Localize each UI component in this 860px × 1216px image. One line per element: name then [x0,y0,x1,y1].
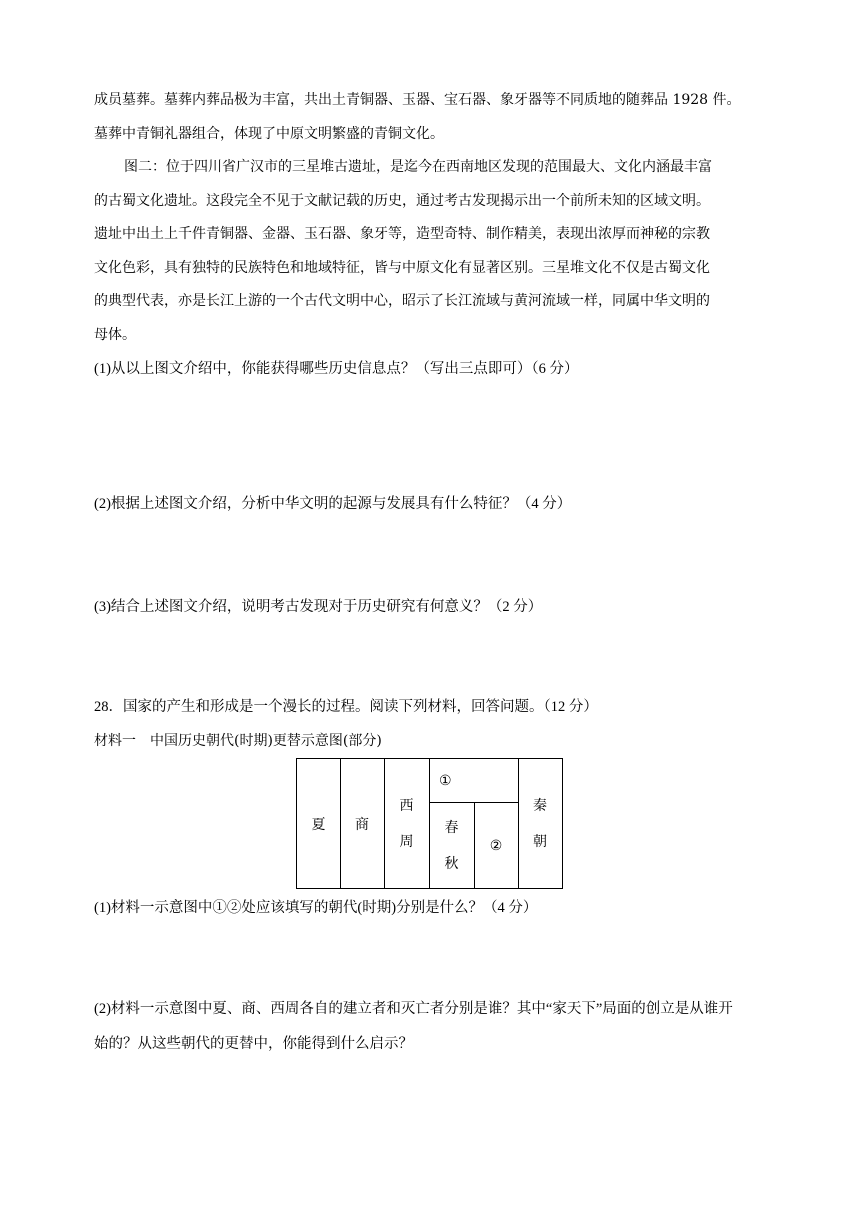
shang-label: 商 [355,816,369,833]
paragraph2-line2: 的古蜀文化遗址。这段完全不见于文献记载的历史，通过考古发现揭示出一个前所未知的区域文明。 [94,193,710,209]
question28-title: 28．国家的产生和形成是一个漫长的过程。阅读下列材料，回答问题。（12 分） [94,699,598,715]
blank1-label: ① [439,772,452,789]
question28-2-line2: 始的？从这些朝代的更替中，你能得到什么启示？ [94,1036,413,1052]
paragraph2-line3: 遗址中出土上千件青铜器、金器、玉石器、象牙等，造型奇特、制作精美，表现出浓厚而神秘的宗教 [94,226,710,242]
question27-3: (3)结合上述图文介绍，说明考古发现对于历史研究有何意义？（2 分） [94,599,543,615]
chunqiu-label-1: 春 [444,819,459,836]
qin-label-1: 秦 [533,797,547,814]
cell-qin [518,759,562,888]
cell-xia [297,759,340,888]
paragraph1-line2: 墓葬中青铜礼器组合，体现了中原文明繁盛的青铜文化。 [94,126,444,142]
xia-label: 夏 [311,816,326,833]
material1-label: 材料一 中国历史朝代(时期)更替示意图(部分) [94,733,382,749]
cell-shang [340,759,384,888]
blank2-label: ② [489,837,503,854]
question27-2: (2)根据上述图文介绍，分析中华文明的起源与发展具有什么特征？（4 分） [94,496,572,512]
cell-blank1 [429,759,518,802]
paragraph1-line1: 成员墓葬。墓葬内葬品极为丰富，共出土青铜器、玉器、宝石器、象牙器等不同质地的随葬品 1928 件。 [94,92,741,108]
paragraph2-line1: 图二：位于四川省广汉市的三星堆古遗址，是迄今在西南地区发现的范围最大、文化内涵最丰富 [124,159,712,175]
question28-2-line1: (2)材料一示意图中夏、商、西周各自的建立者和灭亡者分别是谁？其中“家天下”局面的创立是从谁开 [94,1001,733,1017]
cell-chunqiu [429,803,474,888]
question27-1: (1)从以上图文介绍中，你能获得哪些历史信息点？（写出三点即可）（6 分） [94,361,579,377]
cell-xizhou [384,759,429,888]
paragraph2-line5: 的典型代表，亦是长江上游的一个古代文明中心，昭示了长江流域与黄河流域一样，同属中华文明的 [94,293,710,309]
question28-1: (1)材料一示意图中①②处应该填写的朝代(时期)分别是什么？（4 分） [94,900,538,916]
qin-label-2: 朝 [533,833,547,850]
xizhou-label-2: 周 [399,833,414,850]
chunqiu-label-2: 秋 [444,855,459,872]
cell-blank2 [474,803,518,888]
xizhou-label-1: 西 [399,797,414,814]
paragraph2-line6: 母体。 [94,327,136,343]
paragraph2-line4: 文化色彩，具有独特的民族特色和地域特征，皆与中原文化有显著区别。三星堆文化不仅是古蜀文化 [94,260,710,276]
dynasty-diagram [296,758,563,889]
